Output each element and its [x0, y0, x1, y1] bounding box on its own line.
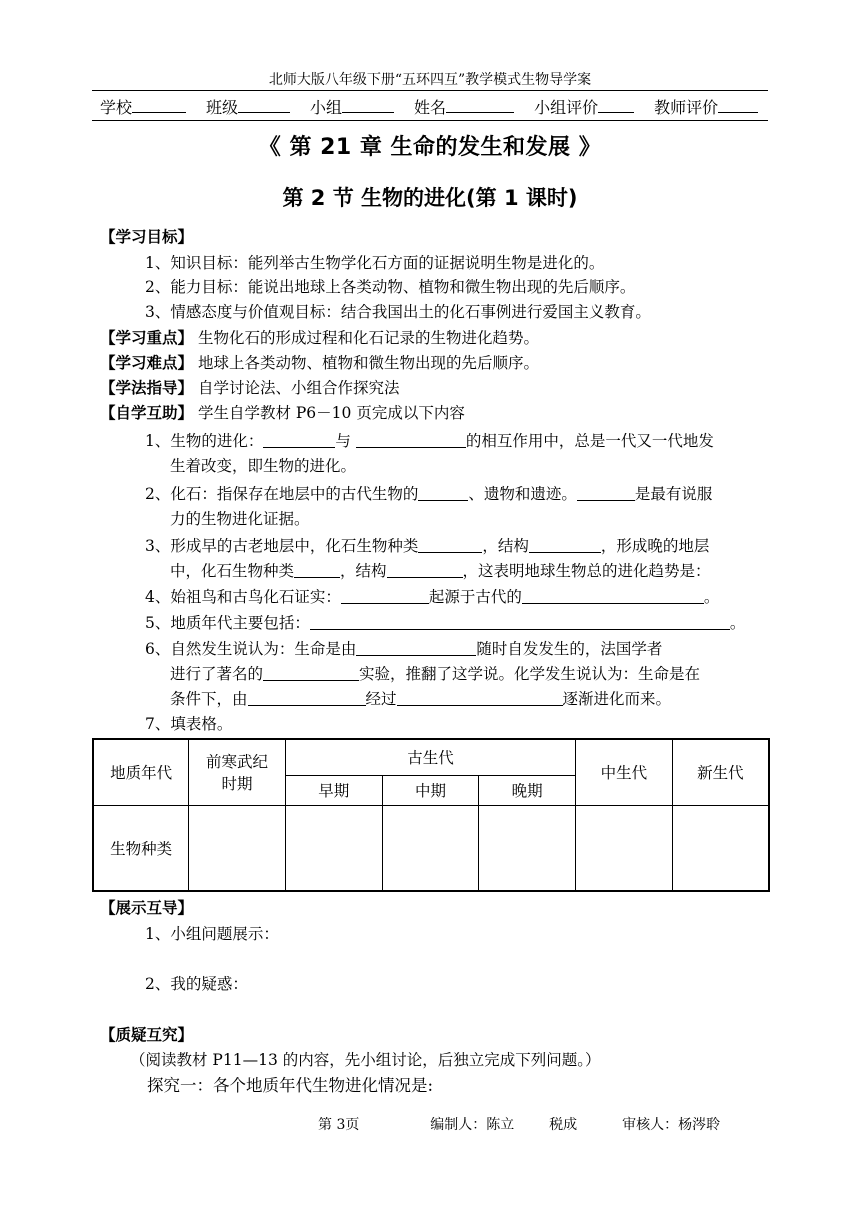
paleozoic-late-cell: 晚期 [479, 775, 576, 805]
paleozoic-middle-cell: 中期 [382, 775, 479, 805]
self-study-text: 学生自学教材 P6－10 页完成以下内容 [197, 404, 465, 422]
self-study-row [100, 402, 465, 424]
blank-field[interactable] [341, 587, 429, 604]
class-label: 班级 [206, 98, 239, 117]
reviewer: 审核人：杨涔聆 [622, 1117, 721, 1133]
group-field[interactable] [342, 97, 394, 113]
question-1: 1、生物的进化： 与 的相互作用中，总是一代又一代地发 [145, 432, 714, 450]
question-5: 5、地质年代主要包括： 。 [145, 614, 746, 632]
editor: 编制人：陈立 [430, 1117, 515, 1133]
cenozoic-cell: 新生代 [672, 739, 769, 805]
table-input-cell[interactable] [672, 805, 769, 891]
blank-field[interactable] [356, 431, 466, 448]
blank-field[interactable] [248, 689, 366, 706]
method-row [100, 377, 399, 399]
school-label: 学校 [100, 98, 133, 117]
question-3: 3、形成早的古老地层中，化石生物种类 ，结构 ，形成晚的地层 [145, 537, 710, 555]
table-input-cell[interactable] [285, 805, 382, 891]
blank-field[interactable] [263, 431, 335, 448]
species-header-cell: 生物种类 [93, 805, 189, 891]
question-6-cont2: 条件下，由 经过 逐渐进化而来。 [170, 690, 672, 708]
table-input-cell[interactable] [382, 805, 479, 891]
question-4: 4、始祖鸟和古鸟化石证实： 起源于古代的 。 [145, 588, 720, 606]
blank-field[interactable] [310, 613, 730, 630]
section-title: 第 2 节 生物的进化(第 1 课时) [282, 186, 578, 210]
mesozoic-cell: 中生代 [576, 739, 673, 805]
info-row [100, 95, 768, 118]
page-number: 第 3页 [318, 1117, 360, 1133]
era-header-cell: 地质年代 [93, 739, 189, 805]
display-item: 1、小组问题展示： [145, 925, 279, 943]
self-study-label: 【自学互助】 [100, 404, 194, 422]
blank-field[interactable] [522, 587, 704, 604]
objective-item: 1、知识目标：能列举古生物学化石方面的证据说明生物是进化的。 [145, 254, 605, 272]
header-title: 北师大版八年级下册“五环四互”教学模式生物导学案 [268, 72, 592, 88]
display-label: 【展示互导】 [100, 899, 194, 917]
blank-field[interactable] [387, 561, 463, 578]
blank-field[interactable] [263, 664, 359, 681]
display-item: 2、我的疑惑： [145, 975, 248, 993]
header-rule-bottom [92, 120, 768, 121]
objective-item: 3、情感态度与价值观目标：结合我国出土的化石事例进行爱国主义教育。 [145, 303, 651, 321]
question-1-cont: 生着改变，即生物的进化。 [170, 457, 357, 475]
teacher-eval-label: 教师评价 [654, 98, 719, 117]
blank-field[interactable] [294, 561, 340, 578]
paleozoic-cell: 古生代 [285, 739, 575, 775]
key-points-row [100, 327, 539, 349]
blank-field[interactable] [577, 484, 635, 501]
objective-item: 2、能力目标：能说出地球上各类动物、植物和微生物出现的先后顺序。 [145, 278, 636, 296]
blank-field[interactable] [356, 639, 476, 656]
difficulties-label: 【学习难点】 [100, 354, 194, 372]
group-eval-label: 小组评价 [534, 98, 599, 117]
blank-field[interactable] [529, 536, 601, 553]
precambrian-cell: 前寒武纪 时期 [189, 739, 286, 805]
difficulties-row [100, 352, 539, 374]
question-2-cont: 力的生物进化证据。 [170, 510, 310, 528]
editor-2: 税成 [549, 1117, 578, 1133]
group-label: 小组 [310, 98, 343, 117]
footer [318, 1114, 720, 1134]
name-label: 姓名 [414, 98, 447, 117]
question-6: 6、自然发生说认为：生命是由 随时自发发生的，法国学者 [145, 640, 663, 658]
group-eval-field[interactable] [598, 97, 634, 113]
method-label: 【学法指导】 [100, 379, 194, 397]
question-2: 2、化石：指保存在地层中的古代生物的 、遗物和遗迹。 是最有说服 [145, 485, 713, 503]
blank-field[interactable] [418, 484, 468, 501]
method-text: 自学讨论法、小组合作探究法 [197, 379, 400, 397]
inquiry-question-1: 探究一：各个地质年代生物进化情况是: [147, 1076, 434, 1095]
question-7: 7、填表格。 [145, 715, 233, 733]
question-6-cont: 进行了著名的 实验，推翻了这学说。化学发生说认为：生命是在 [170, 665, 701, 683]
objectives-label: 【学习目标】 [100, 228, 194, 246]
key-points-label: 【学习重点】 [100, 329, 194, 347]
difficulties-text: 地球上各类动物、植物和微生物出现的先后顺序。 [197, 354, 539, 372]
geologic-era-table [92, 738, 770, 892]
school-field[interactable] [132, 97, 186, 113]
inquiry-label: 【质疑互究】 [100, 1026, 194, 1044]
key-points-text: 生物化石的形成过程和化石记录的生物进化趋势。 [197, 329, 539, 347]
blank-field[interactable] [397, 689, 563, 706]
class-field[interactable] [238, 97, 290, 113]
inquiry-note: （阅读教材 P11—13 的内容，先小组讨论，后独立完成下列问题。） [130, 1051, 601, 1069]
name-field[interactable] [446, 97, 514, 113]
table-input-cell[interactable] [479, 805, 576, 891]
chapter-title: 《 第 21 章 生命的发生和发展 》 [258, 135, 602, 160]
question-3-cont: 中，化石生物种类 ，结构 ，这表明地球生物总的进化趋势是： [170, 562, 711, 580]
paleozoic-early-cell: 早期 [285, 775, 382, 805]
teacher-eval-field[interactable] [718, 97, 758, 113]
table-input-cell[interactable] [189, 805, 286, 891]
table-input-cell[interactable] [576, 805, 673, 891]
blank-field[interactable] [418, 536, 482, 553]
header-rule-top [92, 90, 768, 91]
